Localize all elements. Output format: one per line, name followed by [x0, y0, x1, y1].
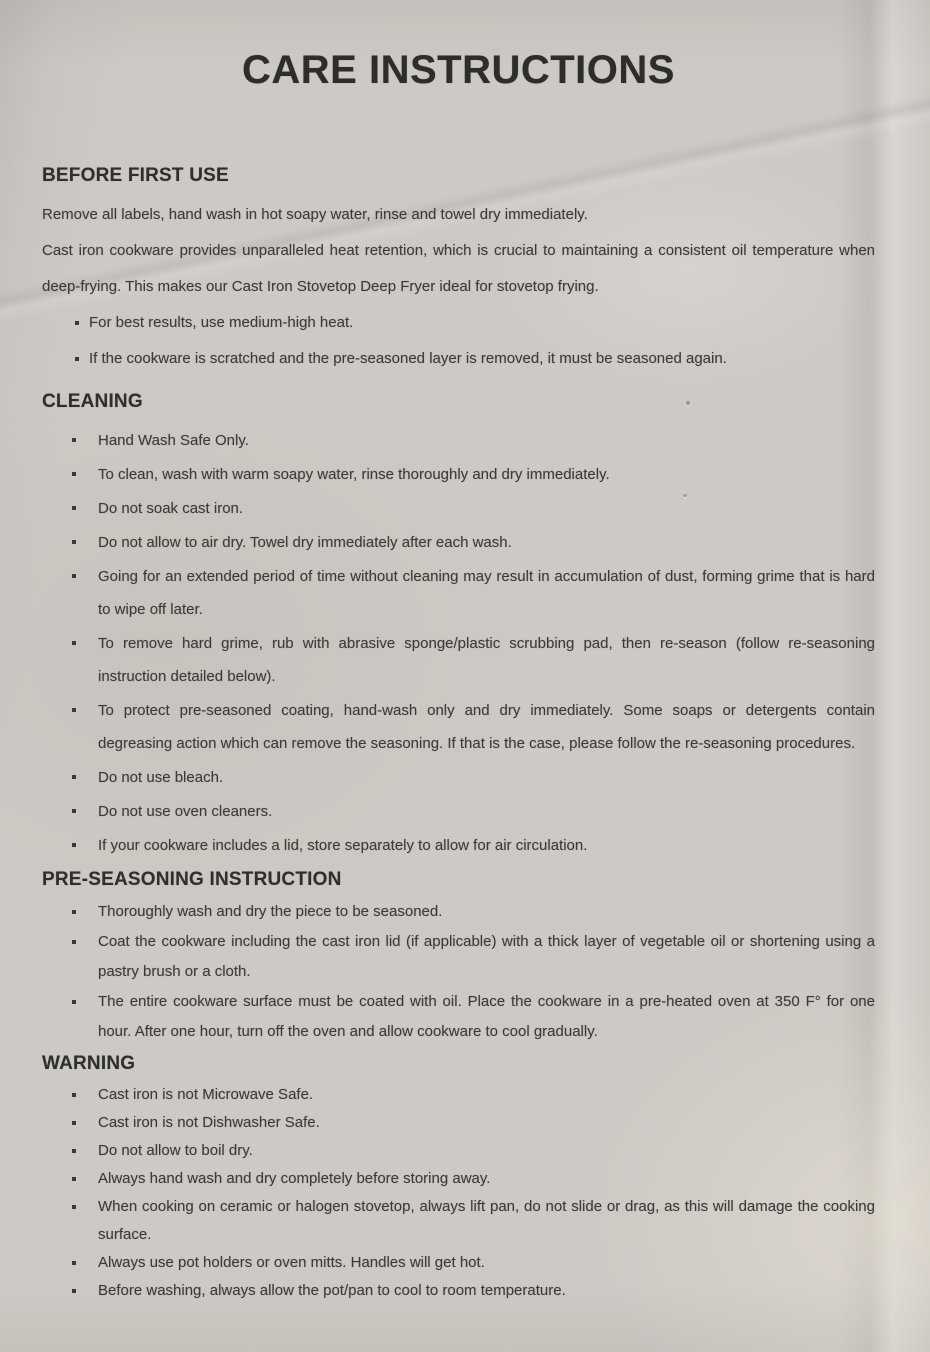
- bullet-icon: [72, 809, 76, 813]
- paper-speck: [686, 401, 690, 405]
- section-cleaning: [42, 390, 875, 862]
- list-item: To remove hard grime, rub with abrasive sponge/plastic scrubbing pad, then re-season (follow re-seasoning instruction detailed below).: [42, 627, 875, 693]
- list-item: Do not use bleach.: [42, 761, 875, 794]
- bullet-icon: [72, 1261, 76, 1265]
- section-heading: PRE-SEASONING INSTRUCTION: [42, 869, 342, 890]
- list-item: Cast iron is not Dishwasher Safe.: [42, 1109, 875, 1137]
- list-item: Do not use oven cleaners.: [42, 795, 875, 828]
- section-before-first-use: [42, 164, 875, 377]
- bullet-icon: [72, 1121, 76, 1125]
- list-item: For best results, use medium-high heat.: [42, 305, 875, 341]
- list-item: The entire cookware surface must be coated with oil. Place the cookware in a pre-heated oven at 350 F° for one hour. After one hour, turn off the oven and allow cookware to cool gradually.: [42, 987, 875, 1047]
- list-item: Before washing, always allow the pot/pan to cool to room temperature.: [42, 1277, 875, 1305]
- bullet-icon: [72, 940, 76, 944]
- bullet-icon: [72, 843, 76, 847]
- list-item: If the cookware is scratched and the pre-seasoned layer is removed, it must be seasoned again.: [42, 341, 875, 377]
- bullet-icon: [72, 506, 76, 510]
- list-item: If your cookware includes a lid, store separately to allow for air circulation.: [42, 829, 875, 862]
- list-item: Cast iron is not Microwave Safe.: [42, 1081, 875, 1109]
- paragraph: Remove all labels, hand wash in hot soapy water, rinse and towel dry immediately.: [42, 206, 588, 223]
- section-pre-seasoning-instruction: [42, 868, 875, 1047]
- bullet-icon: [72, 775, 76, 779]
- section-heading: CLEANING: [42, 391, 143, 412]
- bullet-icon: [72, 910, 76, 914]
- list-item: Do not soak cast iron.: [42, 492, 875, 525]
- bullet-icon: [72, 1289, 76, 1293]
- list-item: Going for an extended period of time without cleaning may result in accumulation of dust, forming grime that is hard to wipe off later.: [42, 560, 875, 626]
- document-title: CARE INSTRUCTIONS: [242, 48, 675, 92]
- list-item: Do not allow to air dry. Towel dry immediately after each wash.: [42, 526, 875, 559]
- bullet-icon: [75, 321, 79, 325]
- bullet-icon: [72, 574, 76, 578]
- section-heading: WARNING: [42, 1053, 136, 1074]
- bullet-icon: [72, 438, 76, 442]
- list-item: Coat the cookware including the cast iron lid (if applicable) with a thick layer of vegetable oil or shortening using a pastry brush or a cloth.: [42, 927, 875, 987]
- bullet-icon: [72, 1205, 76, 1209]
- paragraph: Cast iron cookware provides unparalleled heat retention, which is crucial to maintaining a consistent oil temperature when deep-frying. This makes our Cast Iron Stovetop Deep Fryer ideal for stovetop frying.: [42, 242, 875, 295]
- list-item: To clean, wash with warm soapy water, rinse thoroughly and dry immediately.: [42, 458, 875, 491]
- bullet-icon: [72, 1000, 76, 1004]
- bullet-icon: [72, 708, 76, 712]
- bullet-icon: [75, 357, 79, 361]
- list-item: Thoroughly wash and dry the piece to be seasoned.: [42, 897, 875, 927]
- section-warning: [42, 1052, 875, 1305]
- list-item: To protect pre-seasoned coating, hand-wash only and dry immediately. Some soaps or detergents contain degreasing action which can remove the seasoning. If that is the case, please follow the re-seasoning procedures.: [42, 694, 875, 760]
- list-item: Always hand wash and dry completely before storing away.: [42, 1165, 875, 1193]
- list-item: Always use pot holders or oven mitts. Handles will get hot.: [42, 1249, 875, 1277]
- bullet-icon: [72, 472, 76, 476]
- bullet-icon: [72, 1177, 76, 1181]
- bullet-icon: [72, 1149, 76, 1153]
- bullet-icon: [72, 641, 76, 645]
- section-heading: BEFORE FIRST USE: [42, 165, 229, 186]
- bullet-icon: [72, 540, 76, 544]
- paper-speck: [683, 494, 687, 497]
- list-item: Do not allow to boil dry.: [42, 1137, 875, 1165]
- bullet-icon: [72, 1093, 76, 1097]
- list-item: When cooking on ceramic or halogen stovetop, always lift pan, do not slide or drag, as this will damage the cooking surface.: [42, 1193, 875, 1249]
- list-item: Hand Wash Safe Only.: [42, 424, 875, 457]
